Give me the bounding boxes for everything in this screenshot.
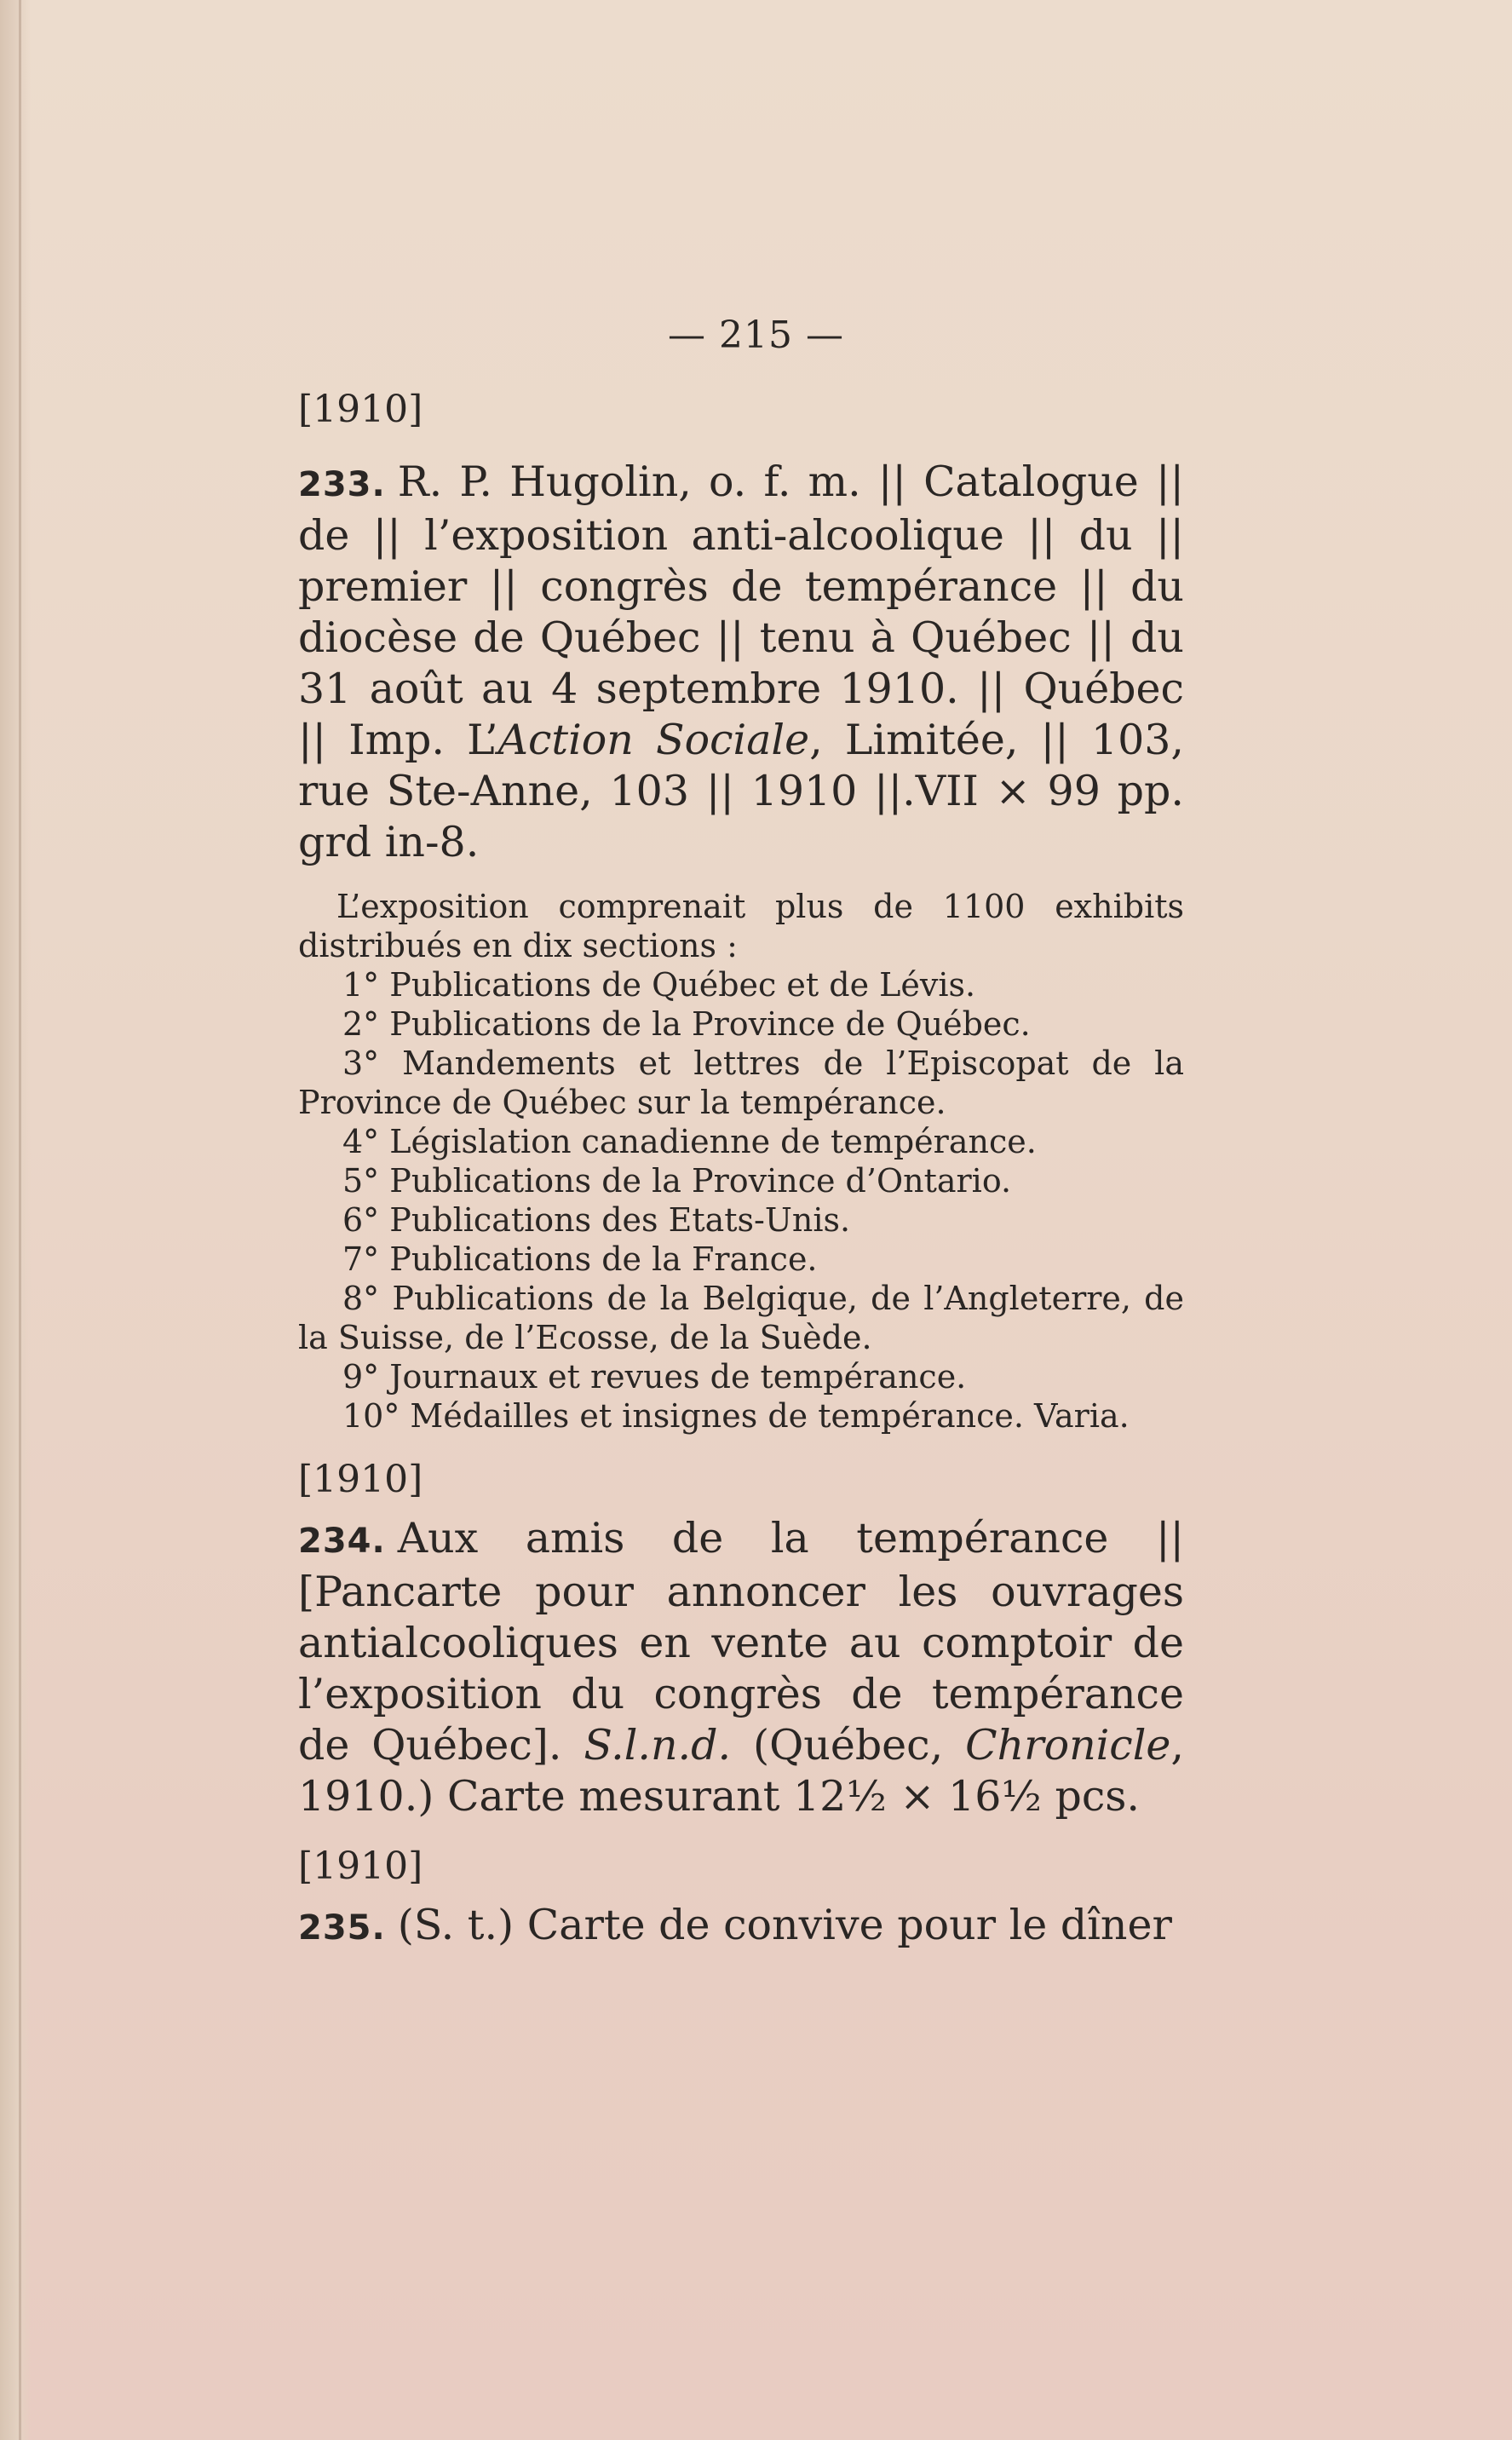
list-item: 2° Publications de la Province de Québec. (342, 1005, 1031, 1043)
entry-text: (S. t.) Carte de convive pour le dîner (397, 1901, 1172, 1949)
list-item: 6° Publications des Etats-Unis. (342, 1201, 851, 1239)
entry-date: [1910] (298, 388, 423, 431)
entry-number: 233. (298, 465, 386, 504)
entry-number: 234. (298, 1522, 386, 1561)
list-item: 5° Publications de la Province d’Ontario. (342, 1162, 1012, 1200)
text-block (298, 388, 1184, 1954)
list-item: 4° Législation canadienne de tempérance. (342, 1123, 1037, 1160)
list-item: 7° Publications de la France. (342, 1240, 818, 1278)
list-item: 9° Journaux et revues de tempérance. (342, 1358, 967, 1396)
entry-text-cont: , 1910.) Carte mesurant 12½ × 16½ pcs. (298, 1721, 1184, 1821)
entry-date: [1910] (298, 1844, 423, 1888)
section-list (298, 965, 1184, 1436)
entry-note: L’exposition comprenait plus de 1100 exhibits distribués en dix sections : (298, 888, 1184, 964)
entry-text-italic: Action Sociale (497, 716, 810, 764)
binding-line (19, 0, 21, 2440)
entry-text-cont: , Limitée, || 103, rue Ste-Anne, 103 || 1910 ||.VII × 99 pp. grd in-8. (298, 716, 1184, 866)
list-item: 1° Publications de Québec et de Lévis. (342, 966, 976, 1004)
entry-text-italic: S.l.n.d. (584, 1721, 732, 1770)
entry-233 (298, 457, 1184, 868)
entry-text-cont: (Québec, (731, 1721, 966, 1770)
list-item: 8° Publications de la Belgique, de l’Angleterre, de la Suisse, de l’Ecosse, de la Suède. (298, 1280, 1184, 1356)
entry-number: 235. (298, 1908, 386, 1948)
list-item: 10° Médailles et insignes de tempérance. Varia. (342, 1397, 1130, 1435)
page-number: — 215 — (668, 314, 844, 357)
page-edge (0, 0, 31, 2440)
entry-234 (298, 1513, 1184, 1822)
entry-text: R. P. Hugolin, o. f. m. || Catalogue || de || l’exposition anti-alcoolique || du || premier || congrès de tempérance || du diocèse de Québec || tenu à Québec || du 31 août au 4 septembre 1910. || Québec || Imp. L’ (298, 458, 1184, 764)
list-item: 3° Mandements et lettres de l’Episcopat de la Province de Québec sur la tempérance. (298, 1044, 1184, 1121)
entry-text: Aux amis de la tempérance || [Pancarte pour annoncer les ouvrages antialcooliques en vente au comptoir de l’exposition du congrès de tempérance de Québec]. (298, 1514, 1184, 1770)
entry-date: [1910] (298, 1458, 423, 1501)
entry-235 (298, 1900, 1184, 1954)
entry-text-italic: Chronicle (965, 1721, 1171, 1770)
